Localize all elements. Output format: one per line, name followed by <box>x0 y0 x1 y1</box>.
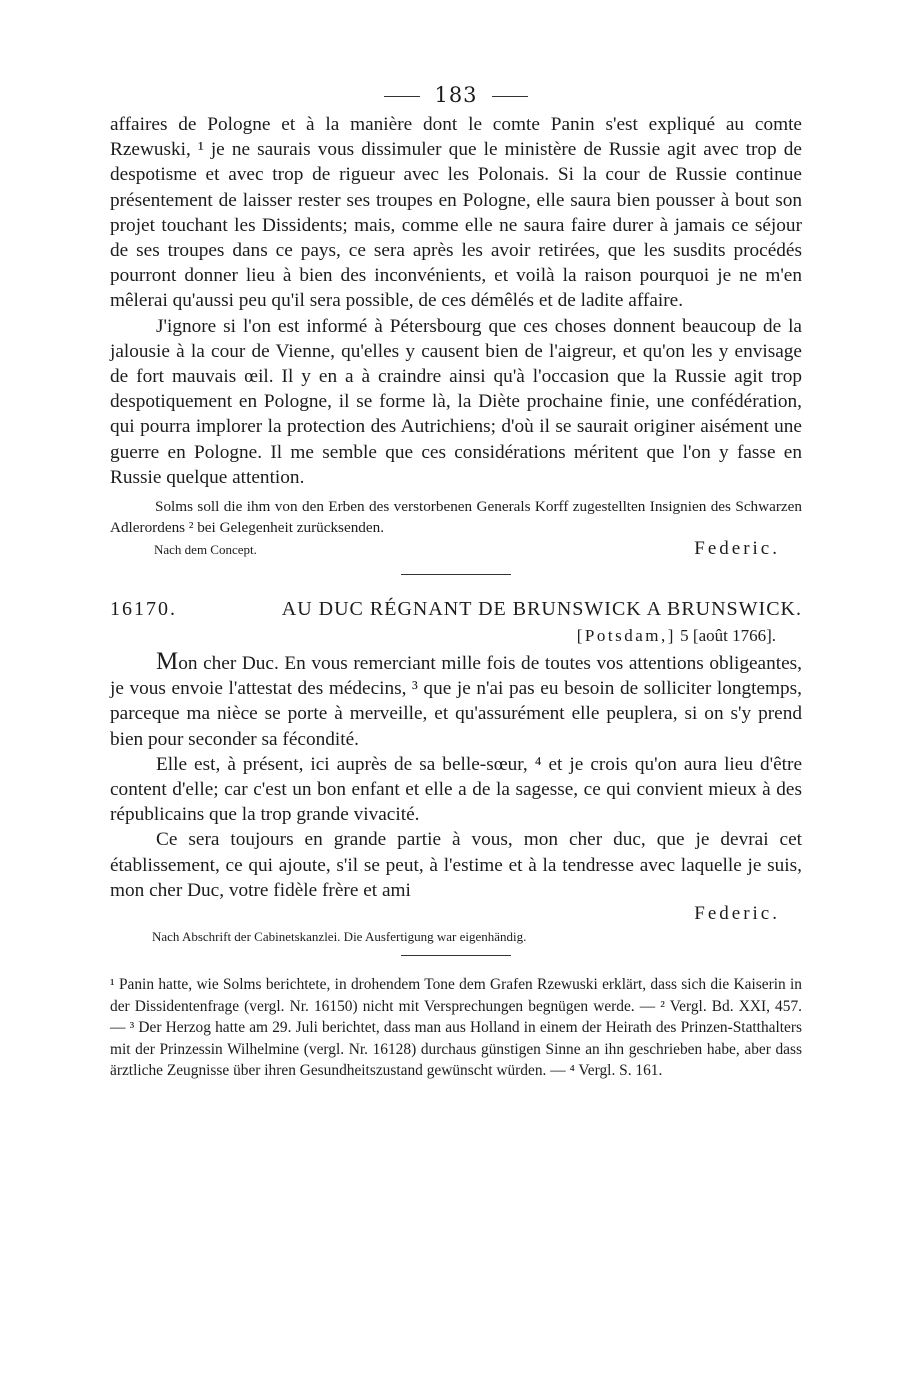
letter2-dateline <box>110 623 776 649</box>
letter2-signature-row <box>110 903 802 925</box>
letter1-paragraph-1: affaires de Pologne et à la manière dont le comte Panin s'est expliqué au comte Rzewuski, ¹ je ne saurais vous dissimuler que le ministère de Russie agit avec trop de despotisme et avec trop de rigueur avec les Polonais. Si la cour de Russie continue présentement de laisser rester ses troupes en Pologne, elle saura bien pousser à bout son projet touchant les Dissidents; mais, comme elle ne saura faire durer à jamais ce séjour de ses troupes dans ce pays, ce sera après les avoir retirées, que les susdits procédés pourront donner lieu à bien des inconvénients, et voilà la raison pourquoi je ne m'en mêlerai qu'aussi peu qu'il sera possible, de ces démêlés et de ladite affaire. <box>110 114 802 312</box>
letter2-number: 16170. <box>110 598 177 621</box>
section-divider <box>401 574 511 575</box>
letter2-date-place: [Potsdam,] <box>576 626 676 646</box>
footnotes: ¹ Panin hatte, wie Solms berichtete, in drohendem Tone dem Grafen Rzewuski erklärt, dass sich die Kaiserin in der Dissidentenfrage (vergl. Nr. 16150) nicht mit Versprechungen begnügen werde. — ² Vergl. Bd. XXI, 457. — ³ Der Herzog hatte am 29. Juli berichtet, dass man aus Holland in einem der Heirath des Prinzen-Statthalters mit der Prinzessin Wilhelmine (vergl. Nr. 16128) durchaus günstigen Sinne an ihn geschrieben habe, aber dass ärztliche Zeugnisse über ihren Gesundheitszustand gewünscht würden. — ⁴ Vergl. S. 161. <box>110 976 802 1080</box>
letter1-source: Nach dem Concept. <box>154 542 257 558</box>
page-header <box>110 80 802 110</box>
letter2-paragraph-1-text: on cher Duc. En vous remerciant mille fois de toutes vos attentions obligeantes, je vous envoie l'attestat des médecins, ³ que je n'ai pas eu besoin de solliciter longtemps, parceque ma nièce se porte à merveille, et qu'assurément elle peuplera, si on s'y prend bien pour seconder sa fécondité. <box>110 653 802 750</box>
letter2-signature: Federic. <box>694 903 780 925</box>
letter2-paragraph-3: Ce sera toujours en grande partie à vous, mon cher duc, que je devrai cet établissement, ce qui ajoute, s'il se peut, à l'estime et à la tendresse avec laquelle je suis, mon cher Duc, votre fidèle frère et ami <box>110 829 802 901</box>
letter2-initial: M <box>156 648 179 676</box>
letter2-source: Nach Abschrift der Cabinetskanzlei. Die Ausfertigung war eigenhändig. <box>152 929 527 945</box>
letter1-signature-row <box>110 538 802 560</box>
letter2-date: 5 [août 1766]. <box>680 626 776 646</box>
letter1-paragraph-2: J'ignore si l'on est informé à Pétersbourg que ces choses donnent beaucoup de la jalousie à la cour de Vienne, qu'elles y causent bien de l'aigreur, et qu'on les y envisage de fort mauvais œil. Il y en a à craindre ainsi qu'à l'occasion que la Russie agit trop despotiquement en Pologne, il se forme là, la Diète prochaine finie, une confédération, qui pourra implorer la protection des Autrichiens; d'où il se saurait originer aisément une guerre en Pologne. Il me semble que ces considérations méritent que l'on y fasse en Russie quelque attention. <box>110 315 802 488</box>
letter2-heading <box>110 595 802 623</box>
letter1-note: Solms soll die ihm von den Erben des verstorbenen Generals Korff zugestellten Insignien des Schwarzen Adlerordens ² bei Gelegenheit zurücksenden. <box>110 498 802 537</box>
header-dash-left <box>384 96 420 97</box>
document-page <box>110 80 802 1082</box>
letter2-title: AU DUC RÉGNANT DE BRUNSWICK A BRUNSWICK. <box>281 598 802 621</box>
letter2-paragraph-1 <box>110 649 802 752</box>
page-number: 183 <box>434 83 478 107</box>
letter1-signature: Federic. <box>694 538 780 560</box>
footnote-divider <box>401 955 511 956</box>
letter2-paragraph-2: Elle est, à présent, ici auprès de sa belle-sœur, ⁴ et je crois qu'on aura lieu d'être content d'elle; car c'est un bon enfant et elle a de la sagesse, ce qui convient mieux à des républicains que la trop grande vivacité. <box>110 753 802 826</box>
header-dash-right <box>492 96 528 97</box>
